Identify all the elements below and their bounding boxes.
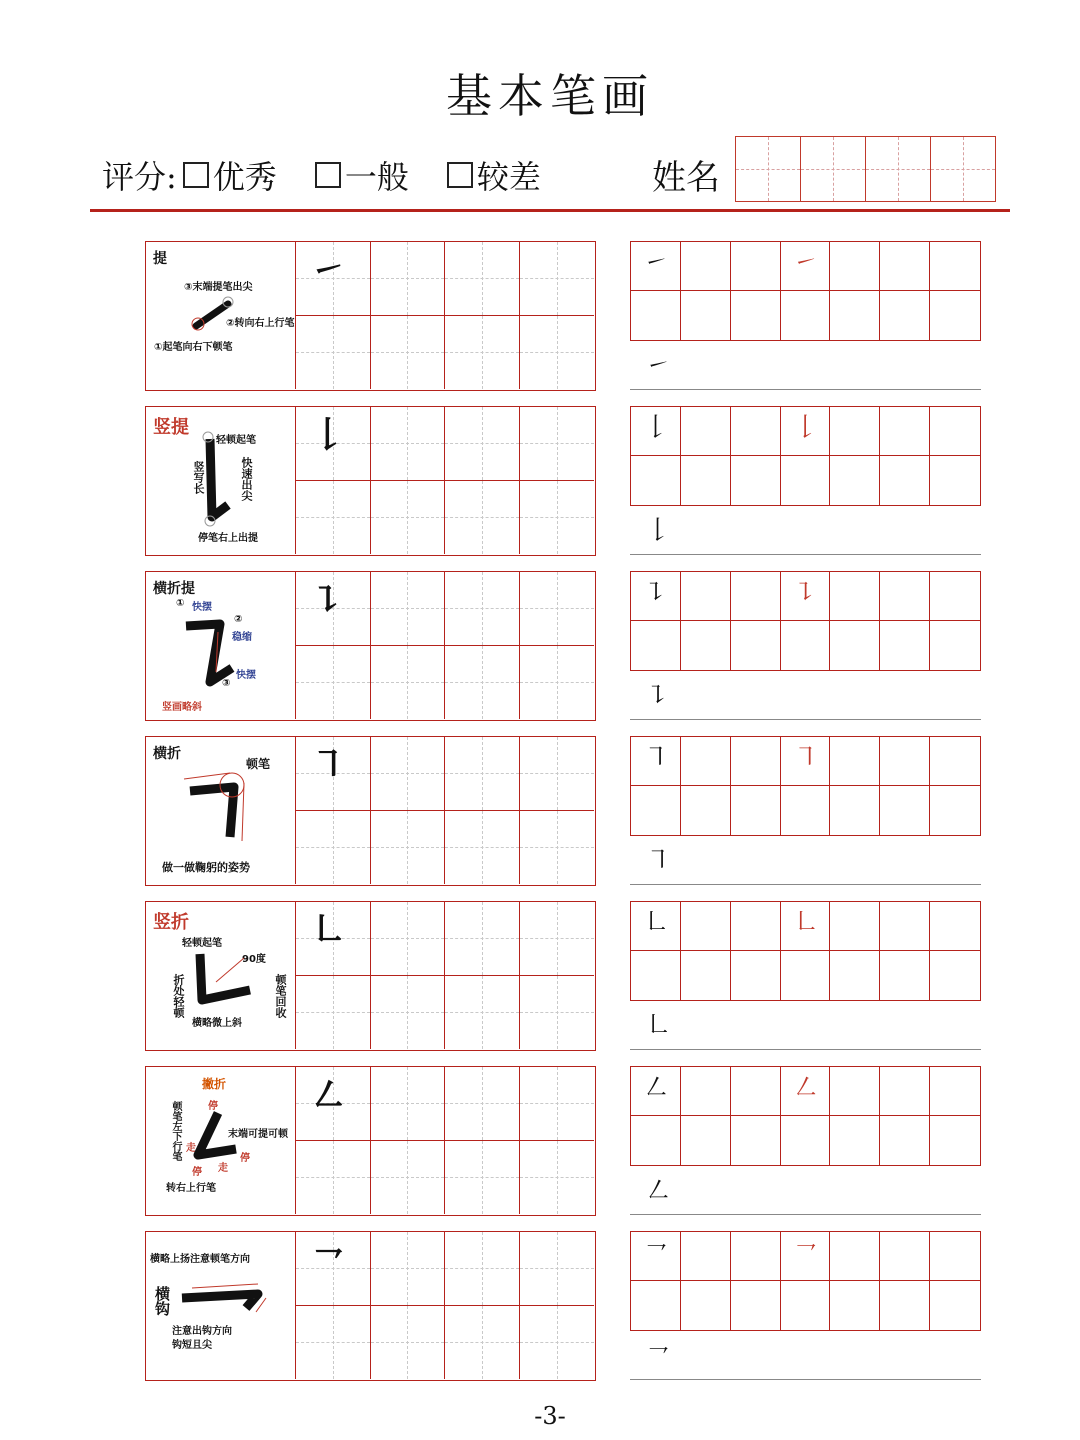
stroke-sample: ㇖ [643, 1238, 670, 1268]
diagram-note: 停 [208, 1101, 218, 1112]
tracing-cell[interactable] [520, 976, 595, 1050]
tracing-cell[interactable] [371, 1232, 446, 1306]
practice-cell[interactable] [880, 737, 930, 786]
practice-cell[interactable] [930, 1232, 980, 1281]
stroke-row [145, 901, 981, 1053]
diagram-note: ① [176, 598, 185, 609]
practice-cell[interactable] [781, 407, 831, 456]
practice-cell[interactable] [781, 242, 831, 291]
tracing-grid [296, 407, 594, 554]
practice-cell[interactable] [880, 456, 930, 505]
diagram-note: 折处轻顿 [172, 974, 185, 1018]
practice-cell[interactable] [830, 242, 880, 291]
practice-cell[interactable] [631, 456, 681, 505]
score-label: 评分: [102, 158, 177, 196]
diagram-note: 顿笔左下行笔 [170, 1101, 181, 1161]
score-option-poor[interactable]: 较差 [447, 152, 541, 198]
practice-cell[interactable] [880, 291, 930, 340]
writing-line[interactable] [630, 1379, 981, 1380]
stroke-diagram-box [146, 242, 296, 389]
page-title: 基本笔画 [446, 69, 654, 123]
stroke-diagram-box [146, 407, 296, 554]
practice-cell[interactable] [830, 1067, 880, 1116]
practice-cell[interactable] [731, 456, 781, 505]
tracing-cell[interactable] [520, 1232, 595, 1306]
stroke-trace-sample: ㇀ [792, 248, 819, 278]
practice-cell[interactable] [781, 1232, 831, 1281]
writing-line[interactable] [630, 554, 981, 555]
practice-cell[interactable] [880, 951, 930, 1000]
diagram-note: ①起笔向右下顿笔 [154, 342, 233, 353]
tracing-cell[interactable] [445, 407, 520, 481]
diagram-note: 停 [192, 1167, 202, 1178]
tracing-cell[interactable] [371, 316, 446, 390]
writing-line[interactable] [630, 1214, 981, 1215]
tracing-cell[interactable] [371, 902, 446, 976]
diagram-note: 停笔右上出提 [198, 533, 258, 544]
diagram-note: 横略上扬注意顿笔方向 [150, 1254, 250, 1265]
diagram-note: 走 [186, 1143, 196, 1154]
practice-cell[interactable] [781, 1067, 831, 1116]
practice-cell[interactable] [930, 1116, 980, 1165]
practice-cell[interactable] [930, 572, 980, 621]
tracing-cell[interactable] [445, 481, 520, 555]
practice-cell[interactable] [731, 951, 781, 1000]
tracing-cell[interactable] [520, 572, 595, 646]
practice-cell[interactable] [681, 786, 731, 835]
stroke-sample: ㇕ [643, 743, 670, 773]
stroke-row [145, 241, 981, 393]
practice-grid [630, 241, 981, 341]
stroke-diagram [146, 1232, 296, 1379]
stroke-diagram-box [146, 737, 296, 884]
practice-cell[interactable] [731, 1116, 781, 1165]
stroke-name: 横折提 [153, 581, 195, 597]
diagram-note: 末端可提可顿 [228, 1129, 288, 1140]
practice-cell[interactable] [731, 737, 781, 786]
practice-cell[interactable] [681, 1067, 731, 1116]
name-label: 姓名 [652, 158, 720, 198]
practice-cell[interactable] [781, 572, 831, 621]
practice-cell[interactable] [631, 1067, 681, 1116]
tracing-grid [296, 902, 594, 1049]
practice-cell[interactable] [880, 902, 930, 951]
tracing-cell[interactable] [445, 976, 520, 1050]
stroke-row [145, 736, 981, 888]
practice-cell[interactable] [631, 1232, 681, 1281]
tracing-cell[interactable] [520, 242, 595, 316]
checkbox[interactable] [315, 162, 341, 188]
tracing-cell[interactable] [371, 976, 446, 1050]
checkbox[interactable] [183, 162, 209, 188]
practice-cell[interactable] [631, 1116, 681, 1165]
stroke-row [145, 571, 981, 723]
practice-cell[interactable] [681, 407, 731, 456]
tracing-cell[interactable] [296, 242, 371, 316]
practice-cell[interactable] [681, 242, 731, 291]
tracing-cell[interactable] [371, 1141, 446, 1215]
practice-cell[interactable] [731, 786, 781, 835]
stroke-trace-sample: ㇖ [792, 1238, 819, 1268]
stroke-diagram [146, 737, 296, 884]
tracing-cell[interactable] [520, 811, 595, 885]
name-field[interactable] [735, 136, 996, 202]
stroke-name: 横钩 [153, 1286, 171, 1316]
tracing-grid [296, 572, 594, 719]
practice-cell[interactable] [631, 951, 681, 1000]
stroke-sample: ㇖ [310, 1239, 347, 1281]
tracing-cell[interactable] [296, 316, 371, 390]
practice-cell[interactable] [631, 902, 681, 951]
score-option-excellent[interactable]: 优秀 [183, 152, 277, 198]
diagram-note: 90度 [242, 954, 266, 965]
practice-cell[interactable] [681, 1116, 731, 1165]
stroke-sample: ㇜ [310, 1074, 347, 1116]
tracing-cell[interactable] [445, 737, 520, 811]
tracing-cell[interactable] [445, 572, 520, 646]
tracing-cell[interactable] [296, 1141, 371, 1215]
practice-cell[interactable] [830, 1232, 880, 1281]
stroke-lesson-box [145, 1066, 596, 1216]
practice-cell[interactable] [681, 1281, 731, 1330]
practice-cell[interactable] [631, 786, 681, 835]
practice-cell[interactable] [930, 902, 980, 951]
diagram-note: 停 [240, 1153, 250, 1164]
stroke-sample: ㇗ [645, 1011, 672, 1041]
diagram-note: ②转向右上行笔 [226, 318, 295, 329]
stroke-trace-sample: 𠄌 [792, 413, 819, 443]
tracing-cell[interactable] [371, 242, 446, 316]
tracing-cell[interactable] [445, 242, 520, 316]
practice-cell[interactable] [781, 786, 831, 835]
tracing-cell[interactable] [445, 1141, 520, 1215]
stroke-sample: ㇀ [310, 249, 347, 291]
practice-cell[interactable] [930, 242, 980, 291]
tracing-cell[interactable] [296, 976, 371, 1050]
practice-cell[interactable] [731, 621, 781, 670]
tracing-cell[interactable] [296, 1232, 371, 1306]
tracing-grid [296, 737, 594, 884]
stroke-diagram [146, 902, 296, 1049]
tracing-cell[interactable] [520, 1306, 595, 1380]
stroke-sample: 𠄌 [645, 516, 672, 546]
practice-cell[interactable] [681, 572, 731, 621]
practice-cell[interactable] [781, 951, 831, 1000]
stroke-lesson-box [145, 571, 596, 721]
stroke-sample: ㇊ [310, 579, 347, 621]
stroke-lesson-box [145, 241, 596, 391]
diagram-note: 转右上行笔 [166, 1183, 216, 1194]
diagram-note: 轻顿起笔 [216, 435, 256, 446]
practice-cell[interactable] [631, 242, 681, 291]
practice-cell[interactable] [930, 621, 980, 670]
practice-cell[interactable] [830, 951, 880, 1000]
practice-cell[interactable] [731, 1067, 781, 1116]
tracing-cell[interactable] [296, 646, 371, 720]
practice-grid [630, 1231, 981, 1331]
practice-grid [630, 901, 981, 1001]
practice-cell[interactable] [880, 1067, 930, 1116]
tracing-cell[interactable] [445, 1067, 520, 1141]
diagram-note: 横略微上斜 [192, 1018, 242, 1029]
diagram-note: 轻顿起笔 [182, 938, 222, 949]
practice-cell[interactable] [631, 291, 681, 340]
practice-grid [630, 406, 981, 506]
practice-cell[interactable] [631, 621, 681, 670]
stroke-sample: 𠄌 [643, 413, 670, 443]
tracing-cell[interactable] [445, 1232, 520, 1306]
stroke-trace-sample: ㇊ [792, 578, 819, 608]
diagram-note: 钩短且尖 [172, 1340, 212, 1351]
practice-cell[interactable] [681, 291, 731, 340]
practice-cell[interactable] [930, 456, 980, 505]
practice-cell[interactable] [930, 407, 980, 456]
tracing-cell[interactable] [371, 811, 446, 885]
checkbox[interactable] [447, 162, 473, 188]
header-divider [90, 209, 1010, 212]
tracing-cell[interactable] [520, 407, 595, 481]
stroke-name: 撇折 [202, 1077, 227, 1091]
practice-cell[interactable] [731, 1232, 781, 1281]
stroke-sample: ㇜ [645, 1176, 672, 1206]
practice-cell[interactable] [930, 1281, 980, 1330]
tracing-cell[interactable] [520, 481, 595, 555]
stroke-name: 横折 [153, 746, 181, 762]
stroke-sample: ㇕ [310, 744, 347, 786]
diagram-note: ③ [222, 678, 231, 689]
stroke-diagram-box [146, 1067, 296, 1214]
tracing-cell[interactable] [445, 811, 520, 885]
tracing-cell[interactable] [371, 407, 446, 481]
practice-cell[interactable] [880, 1232, 930, 1281]
tracing-cell[interactable] [296, 902, 371, 976]
practice-cell[interactable] [731, 291, 781, 340]
stroke-lesson-box [145, 901, 596, 1051]
tracing-cell[interactable] [520, 646, 595, 720]
stroke-diagram [146, 572, 296, 719]
stroke-lesson-box [145, 1231, 596, 1381]
tracing-cell[interactable] [296, 407, 371, 481]
stroke-diagram [146, 407, 296, 554]
practice-cell[interactable] [830, 786, 880, 835]
diagram-note: 快摆 [192, 602, 212, 613]
stroke-sample: ㇜ [643, 1073, 670, 1103]
practice-cell[interactable] [830, 902, 880, 951]
writing-line[interactable] [630, 884, 981, 885]
practice-cell[interactable] [781, 737, 831, 786]
tracing-cell[interactable] [296, 1067, 371, 1141]
tracing-cell[interactable] [445, 316, 520, 390]
tracing-cell[interactable] [296, 737, 371, 811]
stroke-sample: ㇕ [645, 846, 672, 876]
diagram-note: 快摆 [236, 670, 256, 681]
tracing-cell[interactable] [371, 481, 446, 555]
practice-cell[interactable] [830, 1116, 880, 1165]
tracing-cell[interactable] [445, 646, 520, 720]
stroke-diagram-box [146, 572, 296, 719]
diagram-note: 稳缩 [232, 632, 252, 643]
writing-line[interactable] [630, 389, 981, 390]
tracing-cell[interactable] [371, 737, 446, 811]
practice-cell[interactable] [930, 291, 980, 340]
tracing-cell[interactable] [520, 316, 595, 390]
stroke-sample: ㇀ [645, 351, 672, 381]
stroke-sample: ㇊ [643, 578, 670, 608]
practice-cell[interactable] [731, 572, 781, 621]
practice-cell[interactable] [830, 621, 880, 670]
stroke-row [145, 406, 981, 558]
stroke-row [145, 1066, 981, 1218]
writing-line[interactable] [630, 1049, 981, 1050]
practice-cell[interactable] [681, 737, 731, 786]
practice-cell[interactable] [631, 572, 681, 621]
practice-cell[interactable] [930, 1067, 980, 1116]
practice-cell[interactable] [930, 737, 980, 786]
diagram-note: 顿笔 [246, 757, 271, 771]
practice-cell[interactable] [731, 1281, 781, 1330]
stroke-row [145, 1231, 981, 1383]
practice-grid [630, 571, 981, 671]
stroke-diagram [146, 242, 296, 389]
practice-cell[interactable] [631, 1281, 681, 1330]
page-number: -3- [534, 1402, 566, 1430]
stroke-name: 竖提 [153, 417, 189, 438]
diagram-note: 快速出尖 [240, 457, 253, 501]
practice-cell[interactable] [681, 1232, 731, 1281]
score-section [102, 152, 579, 198]
practice-cell[interactable] [781, 621, 831, 670]
tracing-cell[interactable] [296, 481, 371, 555]
practice-cell[interactable] [830, 291, 880, 340]
stroke-diagram-box [146, 902, 296, 1049]
stroke-trace-sample: ㇗ [792, 908, 819, 938]
stroke-sample: ㇀ [643, 248, 670, 278]
practice-cell[interactable] [681, 902, 731, 951]
practice-cell[interactable] [781, 1116, 831, 1165]
diagram-note: ② [234, 614, 243, 625]
stroke-lesson-box [145, 406, 596, 556]
stroke-diagram [146, 1067, 296, 1214]
practice-cell[interactable] [880, 1281, 930, 1330]
tracing-cell[interactable] [371, 646, 446, 720]
practice-cell[interactable] [781, 1281, 831, 1330]
tracing-cell[interactable] [296, 811, 371, 885]
stroke-trace-sample: ㇕ [792, 743, 819, 773]
stroke-sample: ㇖ [645, 1341, 672, 1371]
score-option-average[interactable]: 一般 [315, 152, 409, 198]
stroke-name: 竖折 [153, 912, 189, 933]
tracing-cell[interactable] [520, 902, 595, 976]
practice-cell[interactable] [880, 1116, 930, 1165]
tracing-cell[interactable] [520, 737, 595, 811]
practice-cell[interactable] [781, 902, 831, 951]
stroke-name: 提 [153, 251, 167, 267]
practice-cell[interactable] [731, 407, 781, 456]
practice-cell[interactable] [731, 902, 781, 951]
practice-cell[interactable] [631, 737, 681, 786]
tracing-grid [296, 1232, 594, 1379]
tracing-cell[interactable] [371, 1067, 446, 1141]
practice-cell[interactable] [880, 572, 930, 621]
practice-grid [630, 736, 981, 836]
practice-cell[interactable] [681, 621, 731, 670]
writing-line[interactable] [630, 719, 981, 720]
stroke-trace-sample: ㇜ [792, 1073, 819, 1103]
stroke-sample: 𠄌 [310, 414, 347, 456]
practice-cell[interactable] [731, 242, 781, 291]
tracing-cell[interactable] [445, 902, 520, 976]
tracing-cell[interactable] [445, 1306, 520, 1380]
practice-cell[interactable] [830, 1281, 880, 1330]
practice-cell[interactable] [781, 456, 831, 505]
practice-cell[interactable] [880, 242, 930, 291]
practice-cell[interactable] [681, 456, 731, 505]
stroke-sample: ㇗ [310, 909, 347, 951]
practice-cell[interactable] [930, 951, 980, 1000]
practice-cell[interactable] [830, 737, 880, 786]
practice-cell[interactable] [880, 621, 930, 670]
practice-cell[interactable] [781, 291, 831, 340]
diagram-note: 走 [218, 1163, 228, 1174]
practice-cell[interactable] [880, 407, 930, 456]
diagram-note: 注意出钩方向 [172, 1326, 232, 1337]
tracing-grid [296, 242, 594, 389]
stroke-sample: ㇗ [643, 908, 670, 938]
stroke-lesson-box [145, 736, 596, 886]
practice-grid [630, 1066, 981, 1166]
practice-cell[interactable] [830, 456, 880, 505]
stroke-diagram-box [146, 1232, 296, 1379]
diagram-note: 竖画略斜 [162, 702, 202, 713]
practice-cell[interactable] [880, 786, 930, 835]
diagram-note: 顿笔回收 [274, 974, 287, 1018]
practice-cell[interactable] [930, 786, 980, 835]
practice-cell[interactable] [830, 572, 880, 621]
practice-cell[interactable] [681, 951, 731, 1000]
tracing-cell[interactable] [296, 572, 371, 646]
tracing-grid [296, 1067, 594, 1214]
tracing-cell[interactable] [371, 1306, 446, 1380]
diagram-note: 竖写长 [192, 461, 205, 494]
tracing-cell[interactable] [296, 1306, 371, 1380]
diagram-note: ③末端提笔出尖 [184, 282, 253, 293]
tracing-cell[interactable] [520, 1141, 595, 1215]
diagram-note: 做一做鞠躬的姿势 [162, 861, 250, 874]
tracing-cell[interactable] [520, 1067, 595, 1141]
practice-cell[interactable] [830, 407, 880, 456]
stroke-sample: ㇊ [645, 681, 672, 711]
practice-cell[interactable] [631, 407, 681, 456]
tracing-cell[interactable] [371, 572, 446, 646]
